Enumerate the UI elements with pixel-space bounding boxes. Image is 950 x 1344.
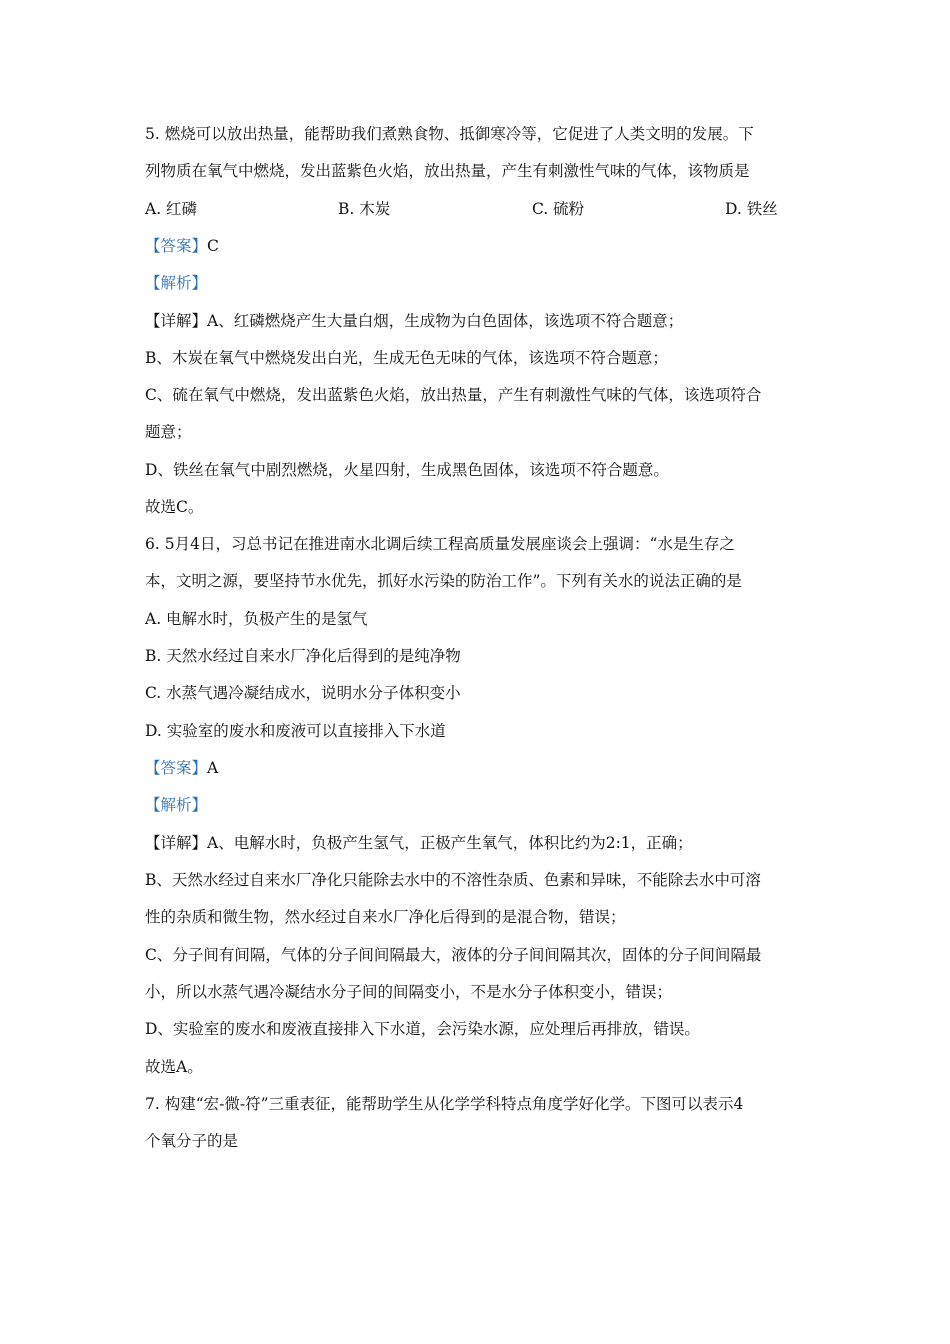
q6-analysis-line — [145, 794, 810, 816]
analysis-tag: 【解析】 — [145, 274, 208, 292]
q6-answer-line — [145, 757, 810, 779]
q6-detail-line-5: 小，所以水蒸气遇冷凝结水分子间的间隔变小，不是水分子体积变小，错误； — [145, 983, 673, 1001]
q5-option-b: B. 木炭 — [338, 200, 391, 218]
q5-detail-line-4: 题意； — [145, 423, 192, 441]
q6-detail-line-6: D、实验室的废水和废液直接排入下水道，会污染水源，应处理后再排放，错误。 — [145, 1020, 700, 1038]
q6-stem-line-1: 6. 5月4日，习总书记在推进南水北调后续工程高质量发展座谈会上强调：“水是生存之 — [145, 535, 735, 553]
q6-option-b: B. 天然水经过自来水厂净化后得到的是纯净物 — [145, 647, 461, 665]
q6-detail-line-4: C、分子间有间隔，气体的分子间间隔最大，液体的分子间间隔其次，固体的分子间间隔最 — [145, 946, 762, 964]
answer-tag: 【答案】 — [145, 759, 208, 777]
q5-detail-line-2: B、木炭在氧气中燃烧发出白光，生成无色无味的气体，该选项不符合题意； — [145, 349, 668, 367]
q6-detail-text-1: A、电解水时，负极产生氢气，正极产生氧气，体积比约为2:1，正确； — [207, 834, 693, 852]
q6-option-d: D. 实验室的废水和废液可以直接排入下水道 — [145, 722, 446, 740]
q5-stem-line-1: 5. 燃烧可以放出热量，能帮助我们煮熟食物、抵御寒冷等，它促进了人类文明的发展。下 — [145, 125, 754, 143]
analysis-tag: 【解析】 — [145, 796, 208, 814]
q5-conclusion: 故选C。 — [145, 498, 204, 516]
q6-detail-line-3: 性的杂质和微生物，然水经过自来水厂净化后得到的是混合物，错误； — [145, 908, 626, 926]
q6-detail-line-2: B、天然水经过自来水厂净化只能除去水中的不溶性杂质、色素和异味，不能除去水中可溶 — [145, 871, 761, 889]
detail-tag: 【详解】 — [145, 834, 208, 852]
q6-conclusion: 故选A。 — [145, 1058, 203, 1076]
q5-detail-line-5: D、铁丝在氧气中剧烈燃烧，火星四射，生成黑色固体，该选项不符合题意。 — [145, 461, 669, 479]
q6-option-c: C. 水蒸气遇冷凝结成水，说明水分子体积变小 — [145, 684, 461, 702]
q6-option-a: A. 电解水时，负极产生的是氢气 — [145, 610, 368, 628]
q5-detail-line-3: C、硫在氧气中燃烧，发出蓝紫色火焰，放出热量，产生有刺激性气味的气体，该选项符合 — [145, 386, 762, 404]
q7-stem-line-2: 个氧分子的是 — [145, 1132, 239, 1150]
q5-detail-line-1 — [145, 310, 810, 332]
q6-detail-line-1 — [145, 832, 810, 854]
answer-tag: 【答案】 — [145, 237, 208, 255]
detail-tag: 【详解】 — [145, 312, 208, 330]
q5-option-a: A. 红磷 — [145, 200, 198, 218]
q6-answer-value: A — [207, 759, 219, 777]
q5-analysis-line — [145, 272, 810, 294]
q5-option-c: C. 硫粉 — [532, 200, 585, 218]
q5-answer-line — [145, 235, 810, 257]
q5-stem-line-2: 列物质在氧气中燃烧，发出蓝紫色火焰，放出热量，产生有刺激性气味的气体，该物质是 — [145, 162, 750, 180]
q5-option-d: D. 铁丝 — [725, 200, 778, 218]
q5-detail-text-1: A、红磷燃烧产生大量白烟，生成物为白色固体，该选项不符合题意； — [207, 312, 684, 330]
q7-stem-line-1: 7. 构建“宏-微-符”三重表征，能帮助学生从化学学科特点角度学好化学。下图可以表示4 — [145, 1095, 744, 1113]
q6-stem-line-2: 本，文明之源，要坚持节水优先，抓好水污染的防治工作”。下列有关水的说法正确的是 — [145, 572, 742, 590]
q5-answer-value: C — [207, 237, 219, 255]
